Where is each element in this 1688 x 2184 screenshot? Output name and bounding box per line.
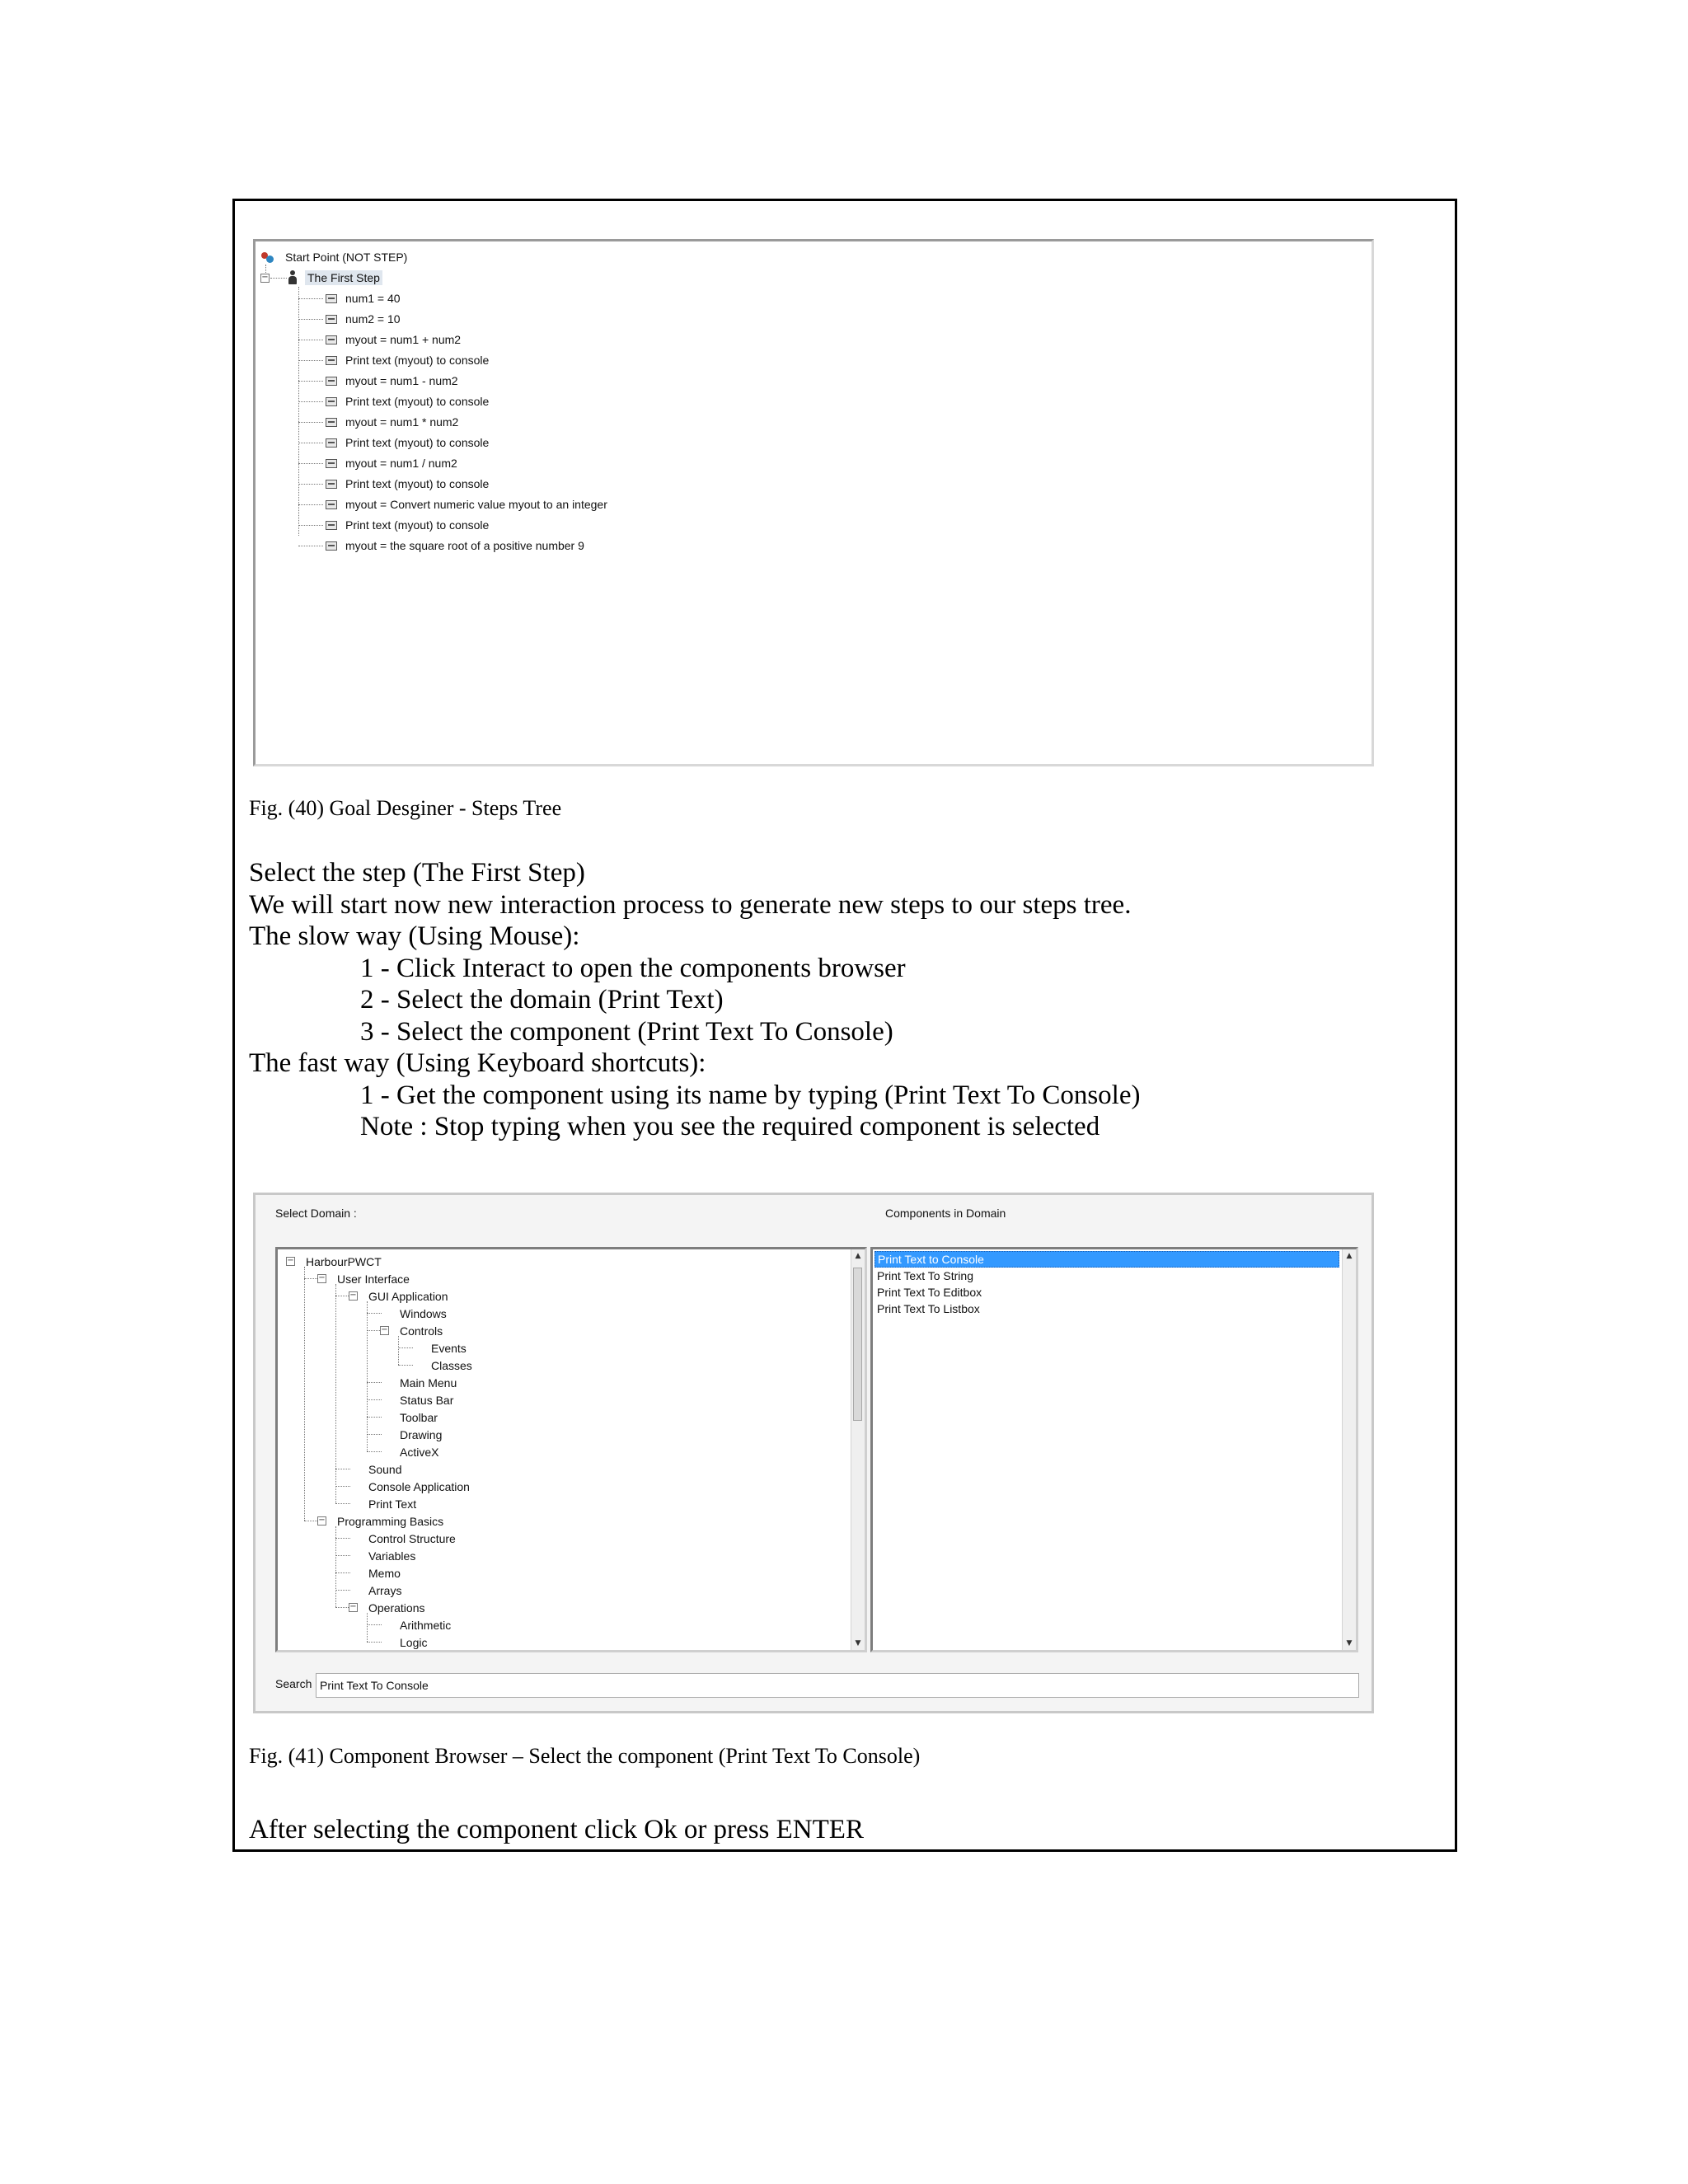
domain-tree-item[interactable] (337, 1270, 410, 1287)
domain-label: Sound (368, 1462, 402, 1476)
domain-tree-item[interactable] (400, 1322, 443, 1339)
step-item[interactable] (326, 495, 607, 513)
domain-tree-item[interactable] (400, 1391, 453, 1408)
step-item[interactable] (326, 413, 458, 431)
paragraph-line: The fast way (Using Keyboard shortcuts): (249, 1048, 706, 1078)
domain-label: Print Text (368, 1497, 417, 1511)
domain-tree-item[interactable] (368, 1478, 470, 1495)
component-label: Print Text to Console (878, 1253, 984, 1266)
component-item[interactable] (874, 1268, 1339, 1284)
domain-label: GUI Application (368, 1289, 448, 1303)
domain-tree-item[interactable] (400, 1408, 438, 1426)
tree-connector (367, 1382, 382, 1383)
domain-tree-item[interactable] (368, 1287, 448, 1305)
step-the-first-step[interactable] (288, 269, 382, 287)
tree-connector (335, 1538, 350, 1539)
paragraph-line: The slow way (Using Mouse): (249, 921, 580, 951)
collapse-icon[interactable]: − (349, 1291, 357, 1300)
domain-tree-item[interactable] (337, 1512, 443, 1530)
domain-tree-item[interactable] (400, 1633, 427, 1651)
tree-connector (298, 381, 323, 382)
domain-tree-item[interactable] (431, 1339, 467, 1357)
scroll-up-icon[interactable]: ▲ (855, 1252, 861, 1260)
tree-connector (335, 1590, 350, 1591)
command-icon (326, 294, 337, 303)
domain-tree-item[interactable] (306, 1253, 382, 1270)
domain-label: Drawing (400, 1427, 443, 1441)
list-item: 2 - Select the domain (Print Text) (360, 985, 724, 1015)
step-item[interactable] (326, 289, 401, 307)
command-icon (326, 459, 337, 468)
domain-label: Operations (368, 1601, 425, 1615)
domain-tree-item[interactable] (400, 1443, 438, 1460)
paragraph-line: After selecting the component click Ok or press ENTER (249, 1815, 864, 1844)
note-line: Note : Stop typing when you see the required component is selected (360, 1112, 1100, 1141)
collapse-icon[interactable]: − (318, 1516, 326, 1525)
step-person-icon (288, 270, 297, 285)
search-input-value: Print Text To Console (320, 1679, 429, 1692)
step-label: num2 = 10 (345, 312, 401, 326)
first-step-label: The First Step (305, 270, 382, 285)
tree-connector (367, 1434, 382, 1435)
start-point-icon (260, 251, 275, 264)
domain-label: Console Application (368, 1479, 470, 1493)
collapse-icon[interactable]: − (381, 1325, 388, 1334)
domain-label: Programming Basics (337, 1514, 444, 1528)
step-label: myout = Convert numeric value myout to an integer (345, 498, 607, 511)
select-domain-label: Select Domain : (275, 1207, 357, 1220)
domain-label: Status Bar (400, 1393, 454, 1407)
collapse-icon[interactable]: − (287, 1256, 294, 1265)
step-item[interactable] (326, 475, 489, 493)
tree-connector (398, 1336, 399, 1365)
step-label: Print text (myout) to console (345, 518, 490, 532)
step-label: myout = the square root of a positive number 9 (345, 539, 584, 552)
scrollbar-thumb[interactable] (853, 1268, 862, 1421)
command-icon (326, 438, 337, 448)
steps-tree-panel[interactable] (253, 239, 1374, 766)
domain-label: Control Structure (368, 1531, 456, 1545)
tree-connector (335, 1503, 350, 1504)
steps-root-label: Start Point (NOT STEP) (285, 251, 408, 264)
tree-connector (298, 463, 323, 464)
tree-connector (298, 525, 323, 526)
tree-connector (335, 1572, 350, 1573)
step-item[interactable] (326, 434, 489, 452)
tree-connector (298, 287, 299, 536)
tree-connector (335, 1486, 350, 1487)
step-label: Print text (myout) to console (345, 354, 490, 367)
command-icon (326, 541, 337, 551)
command-icon (326, 500, 337, 509)
step-item[interactable] (326, 454, 457, 472)
tree-connector (298, 360, 323, 361)
list-item: 1 - Click Interact to open the components browser (360, 954, 906, 983)
step-item[interactable] (326, 310, 401, 328)
command-icon (326, 335, 337, 344)
domain-label: Main Menu (400, 1376, 457, 1390)
collapse-icon[interactable]: − (349, 1602, 357, 1611)
collapse-icon[interactable]: − (318, 1273, 326, 1282)
tree-connector (298, 504, 323, 505)
tree-connector (367, 1624, 382, 1625)
component-item-selected[interactable] (874, 1251, 1339, 1268)
domain-tree-item[interactable] (368, 1547, 415, 1564)
domain-label: Windows (400, 1306, 447, 1320)
command-icon (326, 418, 337, 427)
fig40-caption: Fig. (40) Goal Desginer - Steps Tree (249, 796, 562, 820)
collapse-icon[interactable]: − (261, 273, 269, 282)
step-item[interactable] (326, 372, 458, 390)
component-item[interactable] (874, 1301, 1339, 1317)
tree-connector (367, 1451, 382, 1452)
list-item: 1 - Get the component using its name by typing (Print Text To Console) (360, 1080, 1141, 1110)
search-label: Search (275, 1677, 312, 1690)
domain-label: User Interface (337, 1272, 410, 1286)
command-icon (326, 397, 337, 406)
command-icon (326, 480, 337, 489)
tree-connector (298, 484, 323, 485)
domain-tree-item[interactable] (368, 1599, 424, 1616)
tree-connector (304, 1267, 305, 1521)
component-label: Print Text To String (877, 1269, 973, 1282)
tree-connector (367, 1417, 382, 1418)
command-icon (326, 521, 337, 530)
domain-label: Arithmetic (400, 1618, 452, 1632)
paragraph-line: Select the step (The First Step) (249, 858, 585, 888)
step-item[interactable] (326, 392, 489, 410)
step-label: myout = num1 - num2 (345, 374, 458, 387)
domain-label: HarbourPWCT (306, 1254, 382, 1268)
command-icon (326, 377, 337, 386)
step-label: myout = num1 / num2 (345, 457, 457, 470)
list-item: 3 - Select the component (Print Text To Console) (360, 1017, 893, 1047)
domain-tree-item[interactable] (368, 1564, 401, 1582)
command-icon (326, 315, 337, 324)
paragraph-line: We will start now new interaction process to generate new steps to our steps tree. (249, 890, 1132, 920)
domain-tree-item[interactable] (368, 1460, 401, 1478)
domain-scrollbar[interactable] (851, 1249, 865, 1650)
step-item[interactable] (326, 351, 489, 369)
step-label: Print text (myout) to console (345, 395, 490, 408)
tree-connector (298, 401, 323, 402)
tree-connector (298, 422, 323, 423)
domain-tree-item[interactable] (368, 1530, 456, 1547)
scroll-down-icon[interactable]: ▼ (1346, 1639, 1353, 1647)
tree-connector (335, 1555, 350, 1556)
step-label: num1 = 40 (345, 292, 401, 305)
component-browser (253, 1193, 1374, 1713)
tree-connector (367, 1301, 368, 1451)
domain-tree-panel[interactable] (275, 1247, 867, 1652)
domain-label: Toolbar (400, 1410, 438, 1424)
component-label: Print Text To Listbox (877, 1302, 980, 1315)
tree-connector (298, 319, 323, 320)
tree-connector (367, 1399, 382, 1400)
step-item[interactable] (326, 516, 489, 534)
domain-tree-item[interactable] (400, 1374, 457, 1391)
tree-connector (270, 278, 287, 279)
domain-label: Events (431, 1341, 467, 1355)
domain-label: Controls (400, 1324, 443, 1338)
domain-tree-item[interactable] (368, 1495, 416, 1512)
domain-label: Classes (431, 1358, 472, 1372)
step-item[interactable] (326, 537, 584, 555)
tree-connector (367, 1642, 382, 1643)
components-in-domain-label: Components in Domain (885, 1207, 1006, 1220)
domain-label: Variables (368, 1549, 416, 1563)
component-item[interactable] (874, 1284, 1339, 1301)
step-item[interactable] (326, 330, 461, 349)
step-label: myout = num1 * num2 (345, 415, 459, 429)
components-list-panel[interactable] (870, 1247, 1358, 1652)
tree-connector (335, 1284, 336, 1503)
domain-tree-item[interactable] (368, 1582, 401, 1599)
domain-tree-item[interactable] (400, 1616, 451, 1633)
domain-label: Logic (400, 1635, 428, 1649)
tree-connector (298, 298, 323, 299)
tree-connector (367, 1613, 368, 1642)
domain-tree-item[interactable] (400, 1305, 447, 1322)
scroll-up-icon[interactable]: ▲ (1346, 1252, 1353, 1260)
tree-connector (367, 1313, 382, 1314)
domain-label: Arrays (368, 1583, 402, 1597)
domain-label: ActiveX (400, 1445, 439, 1459)
command-icon (326, 356, 337, 365)
tree-connector (398, 1347, 413, 1348)
steps-tree-root[interactable] (260, 248, 407, 266)
fig41-caption: Fig. (41) Component Browser – Select the component (Print Text To Console) (249, 1744, 921, 1768)
components-scrollbar[interactable] (1342, 1249, 1356, 1650)
search-input[interactable] (316, 1673, 1359, 1698)
step-label: Print text (myout) to console (345, 477, 490, 490)
step-label: myout = num1 + num2 (345, 333, 462, 346)
tree-connector (398, 1365, 413, 1366)
step-label: Print text (myout) to console (345, 436, 490, 449)
domain-tree-item[interactable] (431, 1357, 472, 1374)
scroll-down-icon[interactable]: ▼ (855, 1639, 861, 1647)
domain-tree-item[interactable] (400, 1426, 442, 1443)
domain-label: Memo (368, 1566, 401, 1580)
component-label: Print Text To Editbox (877, 1286, 982, 1299)
